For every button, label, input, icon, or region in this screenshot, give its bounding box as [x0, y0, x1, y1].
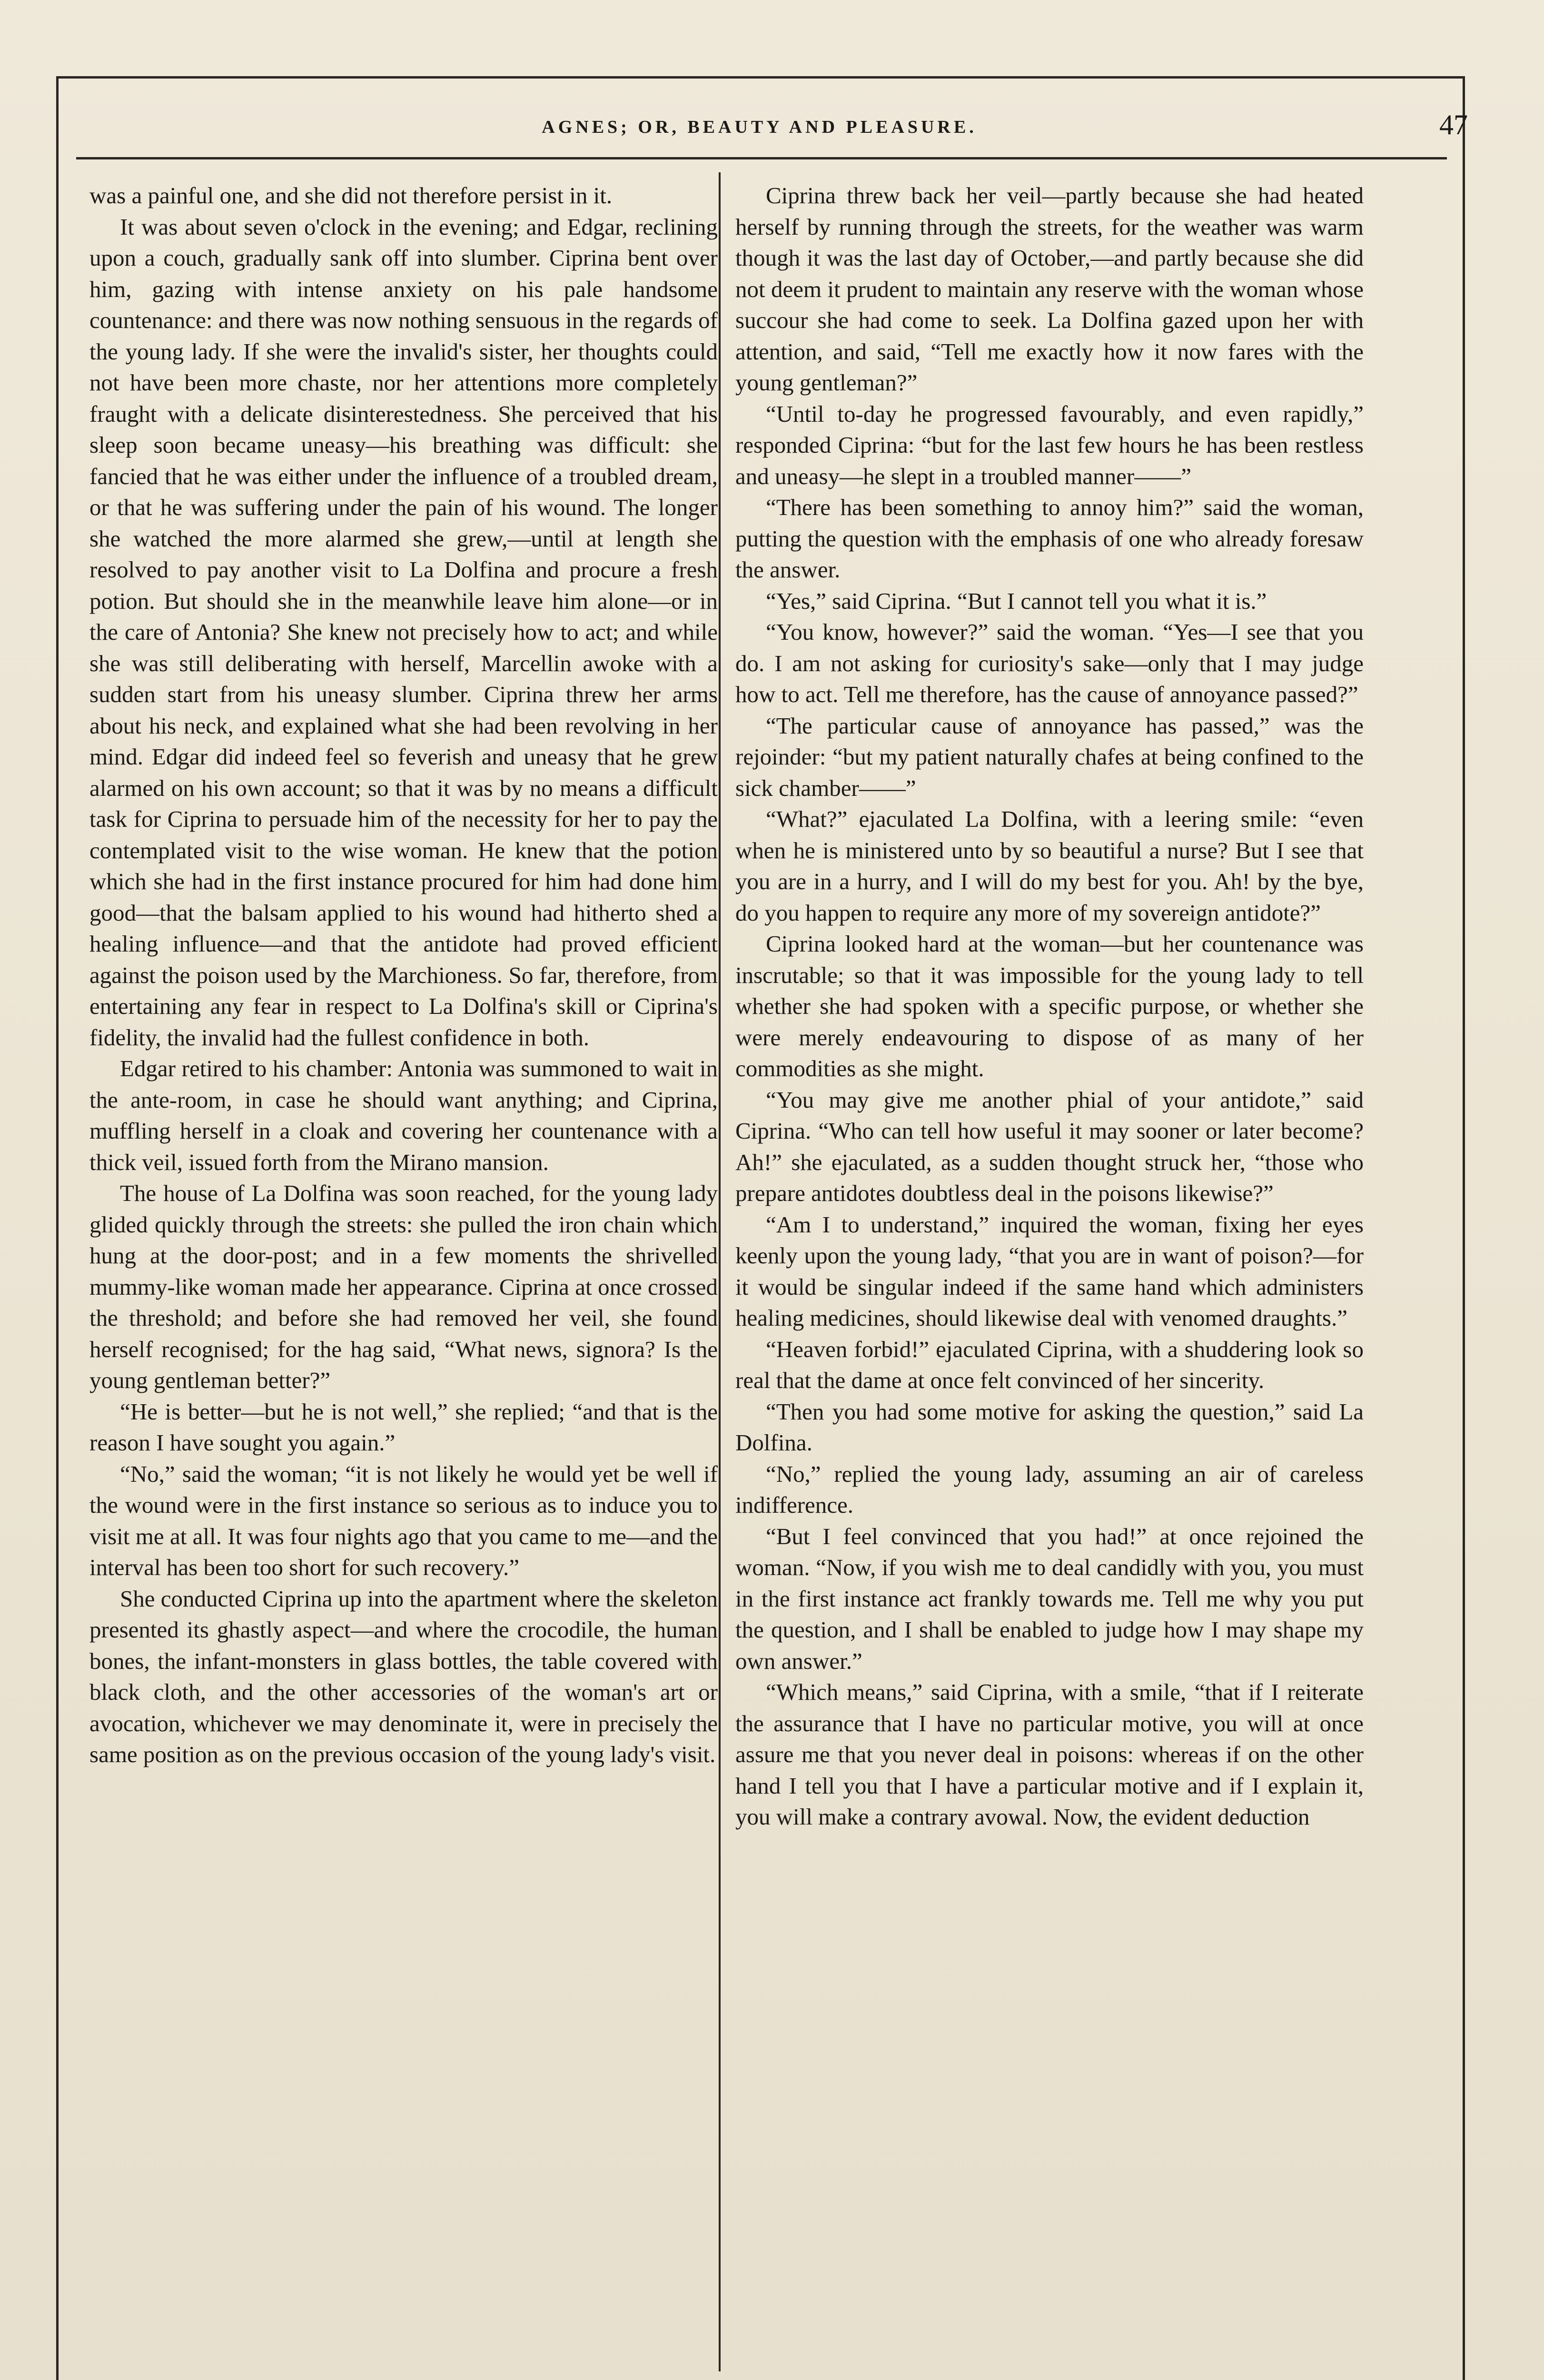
- left-column: [89, 180, 718, 1770]
- paragraph: “You may give me another phial of your antidote,” said Ciprina. “Who can tell how useful it may sooner or later become? Ah!” she ejaculated, as a sudden thought struck her, “those who prepare antidotes doubtless deal in the poisons likewise?”: [735, 1086, 1364, 1206]
- paragraph: “Which means,” said Ciprina, with a smile, “that if I reiterate the assurance that I have no particular motive, you will at once assure me that you never deal in poisons: whereas if on the other hand I tell you that I have a particular motive and if I explain it, you will make a contrary avowal. Now, the evident deduction: [735, 1679, 1364, 1830]
- paragraph: “He is better—but he is not well,” she replied; “and that is the reason I have sought you again.”: [89, 1398, 718, 1456]
- paragraph: “Yes,” said Ciprina. “But I cannot tell you what it is.”: [766, 587, 1267, 614]
- paragraph: was a painful one, and she did not therefore persist in it.: [89, 182, 613, 208]
- paragraph: “No,” said the woman; “it is not likely he would yet be well if the wound were in the first instance so serious as to induce you to visit me at all. It was four nights ago that you came to me—and the interval has been too short for such recovery.”: [89, 1460, 718, 1580]
- paragraph: She conducted Ciprina up into the apartment where the skeleton presented its ghastly aspect—and where the crocodile, the human bones, the infant-monsters in glass bottles, the table covered with black cloth, and the other accessories of the woman's art or avocation, whichever we may denominate it, were in precisely the same position as on the previous occasion of the young lady's visit.: [89, 1585, 718, 1767]
- paragraph: “What?” ejaculated La Dolfina, with a leering smile: “even when he is ministered unto by so beautiful a nurse? But I see that you are in a hurry, and I will do my best for you. Ah! by the bye, do you happen to require any more of my sovereign antidote?”: [735, 806, 1364, 926]
- paragraph: “There has been something to annoy him?” said the woman, putting the question with the emphasis of one who already foresaw the answer.: [735, 494, 1364, 583]
- paragraph: “Am I to understand,” inquired the woman, fixing her eyes keenly upon the young lady, “that you are in want of poison?—for it would be singular indeed if the same hand which administers healing medicines, should likewise deal with venomed draughts.”: [735, 1211, 1364, 1331]
- paragraph: “Heaven forbid!” ejaculated Ciprina, with a shuddering look so real that the dame at once felt convinced of her sincerity.: [735, 1336, 1364, 1393]
- paragraph: “No,” replied the young lady, assuming an air of careless indifference.: [735, 1460, 1364, 1518]
- paragraph: “The particular cause of annoyance has passed,” was the rejoinder: “but my patient naturally chafes at being confined to the sick chamber——”: [735, 712, 1364, 801]
- header-rule: [76, 157, 1447, 159]
- paragraph: Ciprina threw back her veil—partly because she had heated herself by running through the streets, for the weather was warm though it was the last day of October,—and partly because she did not deem it prudent to maintain any reserve with the woman whose succour she had come to seek. La Dolfina gazed upon her with attention, and said, “Tell me exactly how it now fares with the young gentleman?”: [735, 182, 1364, 396]
- page-number: 47: [1439, 109, 1468, 140]
- paragraph: “You know, however?” said the woman. “Yes—I see that you do. I am not asking for curiosity's sake—only that I may judge how to act. Tell me therefore, has the cause of annoyance passed?”: [735, 619, 1364, 707]
- paragraph: It was about seven o'clock in the evening; and Edgar, reclining upon a couch, gradually sank off into slumber. Ciprina bent over him, gazing with intense anxiety on his pale handsome countenance: and there was now nothing sensuous in the regards of the young lady. If she were the invalid's sister, her thoughts could not have been more chaste, nor her attentions more completely fraught with a delicate disinterestedness. She perceived that his sleep soon became uneasy—his breathing was difficult: she fancied that he was either under the influence of a troubled dream, or that he was suffering under the pain of his wound. The longer she watched the more alarmed she grew,—until at length she resolved to pay another visit to La Dolfina and procure a fresh potion. But should she in the meanwhile leave him alone—or in the care of Antonia? She knew not precisely how to act; and while she was still deliberating with herself, Marcellin awoke with a sudden start from his uneasy slumber. Ciprina threw her arms about his neck, and explained what she had been revolving in her mind. Edgar did indeed feel so feverish and uneasy that he grew alarmed on his own account; so that it was by no means a difficult task for Ciprina to persuade him of the necessity for her to pay the contemplated visit to the wise woman. He knew that the potion which she had in the first instance procured for him had done him good—that the balsam applied to his wound had hitherto shed a healing influence—and that the antidote had proved efficient against the poison used by the Marchioness. So far, therefore, from entertaining any fear in respect to La Dolfina's skill or Ciprina's fidelity, the invalid had the fullest confidence in both.: [89, 213, 718, 1051]
- paragraph: “Then you had some motive for asking the question,” said La Dolfina.: [735, 1398, 1364, 1456]
- paragraph: Ciprina looked hard at the woman—but her countenance was inscrutable; so that it was impossible for the young lady to tell whether she had spoken with a specific purpose, or whether she were merely endeavouring to dispose of as many of her commodities as she might.: [735, 931, 1364, 1081]
- paragraph: “But I feel convinced that you had!” at once rejoined the woman. “Now, if you wish me to deal candidly with you, you must in the first instance act frankly towards me. Tell me why you put the question, and I shall be enabled to judge how I may shape my own answer.”: [735, 1523, 1364, 1674]
- paragraph: Edgar retired to his chamber: Antonia was summoned to wait in the ante-room, in case he should want anything; and Ciprina, muffling herself in a cloak and covering her countenance with a thick veil, issued forth from the Mirano mansion.: [89, 1055, 718, 1175]
- paragraph: The house of La Dolfina was soon reached, for the young lady glided quickly through the streets: she pulled the iron chain which hung at the door-post; and in a few moments the shrivelled mummy-like woman made her appearance. Ciprina at once crossed the threshold; and before she had removed her veil, she found herself recognised; for the hag said, “What news, signora? Is the young gentleman better?”: [89, 1180, 718, 1393]
- running-title: AGNES; OR, BEAUTY AND PLEASURE.: [542, 117, 977, 137]
- column-divider: [719, 172, 721, 2371]
- paragraph: “Until to-day he progressed favourably, and even rapidly,” responded Ciprina: “but for the last few hours he has been restless and uneasy—he slept in a troubled manner——”: [735, 400, 1364, 489]
- right-column: [735, 180, 1364, 1833]
